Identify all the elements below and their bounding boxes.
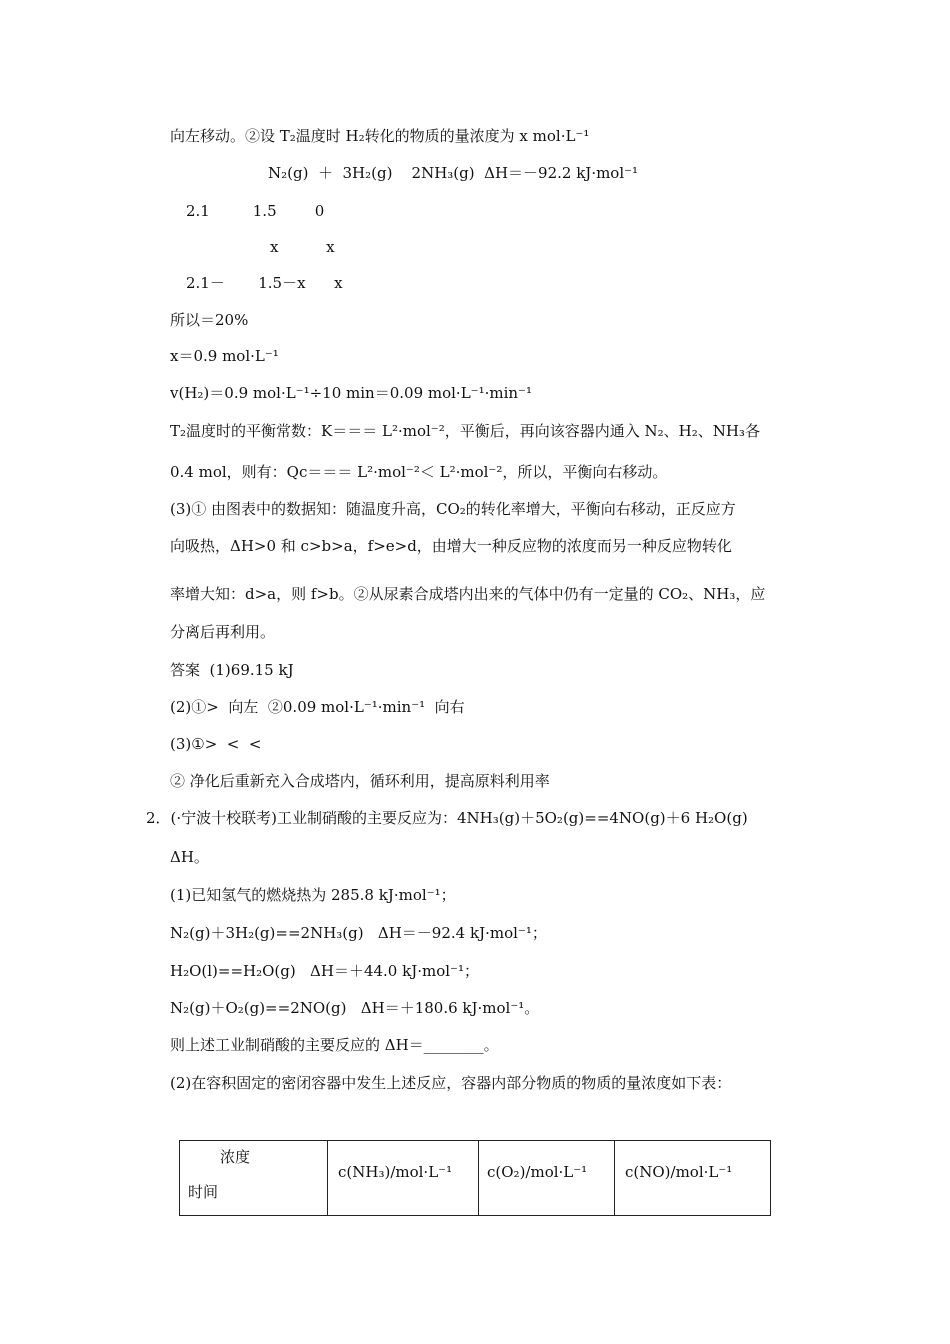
answer-line: (2)①> 向左 ②0.09 mol·L⁻¹·min⁻¹ 向右 (170, 698, 465, 716)
text-line: 向吸热，ΔH>0 和 c>b>a，f>e>d，由增大一种反应物的浓度而另一种反应物转化 (170, 537, 732, 555)
text-line: 向左移动。②设 T₂温度时 H₂转化的物质的量浓度为 x mol·L⁻¹ (170, 127, 590, 145)
answer-line: (3)①> < < (170, 735, 262, 753)
text-line: 所以＝20% (170, 311, 249, 329)
text-line: x＝0.9 mol·L⁻¹ (170, 347, 279, 365)
table-header-cell (328, 1141, 479, 1215)
equation-line: H₂O(l)==H₂O(g) ΔH＝＋44.0 kJ·mol⁻¹； (170, 962, 479, 980)
text-line: 2.1 1.5 0 (186, 202, 325, 220)
text-line: (2)在容积固定的密闭容器中发生上述反应，容器内部分物质的物质的量浓度如下表： (170, 1074, 732, 1092)
concentration-table (179, 1140, 771, 1216)
text-line: v(H₂)＝0.9 mol·L⁻¹÷10 min＝0.09 mol·L⁻¹·min⁻¹ (170, 384, 532, 402)
text-line: 率增大知：d>a，则 f>b。②从尿素合成塔内出来的气体中仍有一定量的 CO₂、NH₃，应 (170, 585, 766, 603)
text-line: ΔH。 (170, 848, 209, 866)
table-header-corner (180, 1141, 328, 1215)
header-concentration: 浓度 (220, 1148, 251, 1166)
text-line: 2.1－ 1.5－x x (186, 274, 343, 292)
equation-line: N₂(g)＋3H₂(g)==2NH₃(g) ΔH＝－92.4 kJ·mol⁻¹； (170, 924, 547, 942)
answer-line: ② 净化后重新充入合成塔内，循环利用，提高原料利用率 (170, 772, 550, 790)
text-line: 分离后再利用。 (170, 623, 276, 641)
text-line: 0.4 mol，则有：Qc＝＝＝ L²·mol⁻²＜ L²·mol⁻²，所以，平衡向右移动。 (170, 463, 668, 481)
question-line: 2．(·宁波十校联考)工业制硝酸的主要反应为：4NH₃(g)＋5O₂(g)==4NO(g)＋6 H₂O(g) (146, 809, 748, 827)
table-header-cell (479, 1141, 615, 1215)
text-line: (3)① 由图表中的数据知：随温度升高，CO₂的转化率增大，平衡向右移动，正反应方 (170, 500, 736, 518)
text-line: (1)已知氢气的燃烧热为 285.8 kJ·mol⁻¹； (170, 886, 456, 904)
header-time: 时间 (188, 1183, 219, 1201)
equation-line: N₂(g)＋O₂(g)==2NO(g) ΔH＝＋180.6 kJ·mol⁻¹。 (170, 999, 540, 1017)
header-c-nh3: c(NH₃)/mol·L⁻¹ (338, 1163, 453, 1181)
text-line: x x (270, 238, 335, 256)
header-c-no: c(NO)/mol·L⁻¹ (625, 1163, 733, 1181)
header-c-o2: c(O₂)/mol·L⁻¹ (487, 1163, 588, 1181)
text-line: 则上述工业制硝酸的主要反应的 ΔH＝________。 (170, 1036, 499, 1054)
table-header-cell (615, 1141, 772, 1215)
answer-line: 答案 (1)69.15 kJ (170, 661, 294, 679)
text-line: T₂温度时的平衡常数：K＝＝＝ L²·mol⁻²，平衡后，再向该容器内通入 N₂、H₂、NH₃各 (170, 422, 760, 440)
equation-line: N₂(g) ＋ 3H₂(g) 2NH₃(g) ΔH＝－92.2 kJ·mol⁻¹ (268, 164, 639, 182)
